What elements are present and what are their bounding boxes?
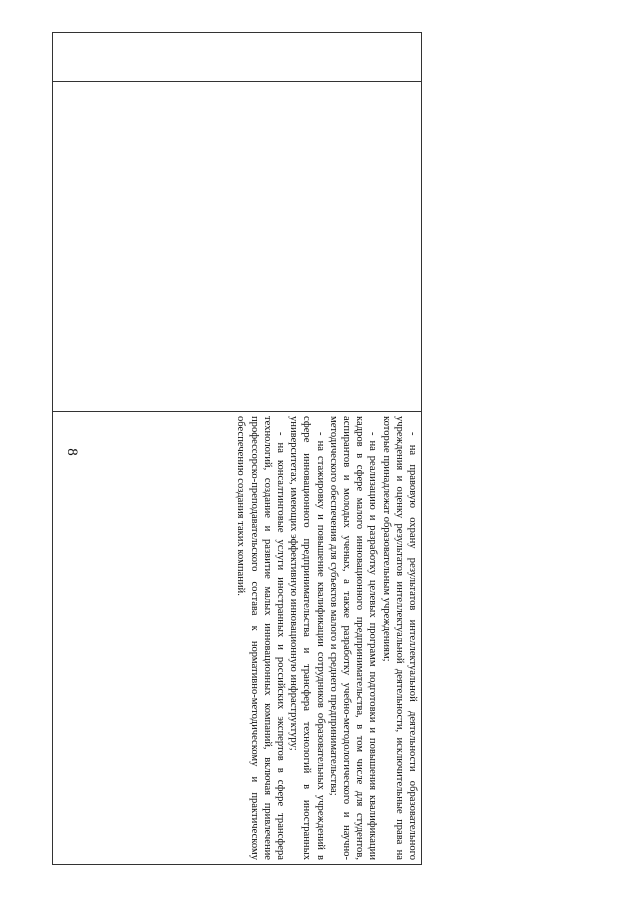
paragraph-training-programs: - на реализацию и разработку целевых программ подготовки и повышения квалификации кадров в сфере малого инновационного предпринимательства, в том числе для студентов, аспирантов и молодых ученых, а также разработку учебно-методологического и научно-методического обеспечения для субъектов малого и среднего предпринимательства; bbox=[327, 416, 379, 860]
paragraph-ip-protection: - на правовую охрану результатов интеллектуальной деятельности образовательного учреждения и оценку результатов интеллектуальной деятельности, исключительные права на которые принадлежат образовательным учреждениям; bbox=[380, 416, 418, 860]
paragraph-internship: - на стажировку и повышение квалификации сотрудников образовательных учреждений в сфере инновационного предпринимательства и трансфера технологий в иностранных университетах, имеющих эффективную инновационную инфраструктуру; bbox=[288, 416, 326, 860]
description-cell bbox=[53, 412, 422, 865]
empty-cell-name bbox=[53, 82, 422, 412]
table-wrapper bbox=[52, 32, 422, 860]
content-table bbox=[52, 32, 422, 865]
page-number: 8 bbox=[64, 448, 80, 456]
empty-cell-number bbox=[53, 33, 422, 82]
table-row bbox=[53, 33, 422, 865]
paragraph-consulting: - на консалтинговые услуги иностранных и российских экспертов в сфере трансфера технологий, создание и развитие малых инновационных компаний, включая привлечение профессорско-преподавательского состава к нормативно-методическому и практическому обеспечению создания таких компаний. bbox=[235, 416, 286, 860]
